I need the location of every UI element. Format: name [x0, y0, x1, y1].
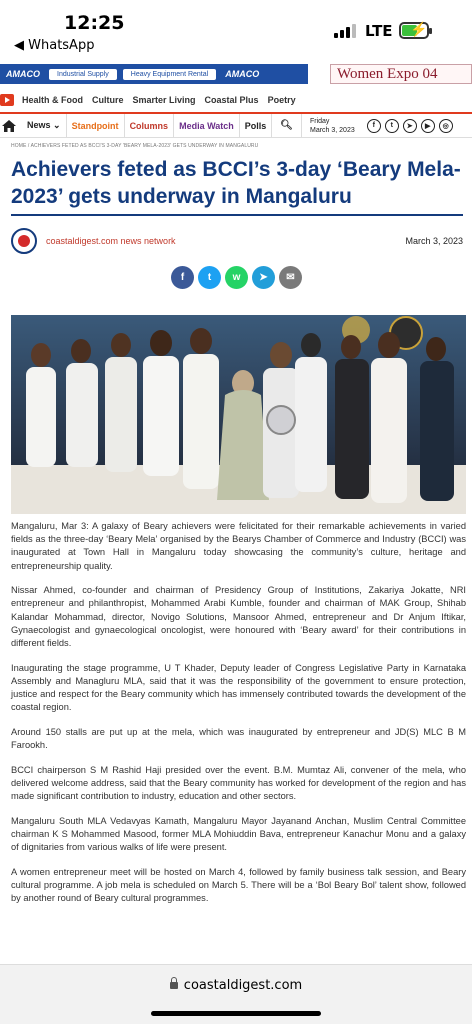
url-text: coastaldigest.com	[183, 978, 303, 993]
back-to-whatsapp-link[interactable]: ◀ WhatsApp	[14, 38, 95, 53]
header-date	[302, 117, 355, 135]
nav-columns[interactable]: Columns	[125, 114, 175, 138]
title-divider	[11, 214, 463, 216]
article-meta	[11, 227, 463, 255]
article-paragraph: Mangaluru South MLA Vedavyas Kamath, Mangaluru Mayor Jayanand Anchan, Muslim Central Committee chairman K S Mohammed Masood, former MLA Mohiuddin Bava, entrepreneur Kanachur Monu and a galaxy of dignitaries from various walks of life were present.	[11, 815, 466, 853]
nav-poetry[interactable]: Poetry	[267, 95, 296, 105]
telegram-icon[interactable]: ➤	[403, 119, 417, 133]
nav-smarter-living[interactable]: Smarter Living	[132, 95, 196, 105]
battery-icon	[399, 22, 429, 39]
women-expo-banner-ad[interactable]	[330, 64, 472, 84]
share-whatsapp-button[interactable]: w	[225, 266, 248, 289]
nav-standpoint[interactable]: Standpoint	[67, 114, 125, 138]
article-paragraph: Mangaluru, Mar 3: A galaxy of Beary achievers were felicitated for their remarkable achievements in varied fields as the three-day ‘Beary Mela’ organised by the Bearys Chamber of Commerce and Industry (BCCI) was inaugurated at Town Hall in Mangaluru today showcasing the community’s culture, heritage and entrepreneurship quality.	[11, 521, 466, 571]
home-indicator[interactable]	[151, 1011, 321, 1016]
home-icon[interactable]	[2, 120, 16, 132]
charging-bolt-icon: ⚡	[410, 21, 428, 37]
article-body	[11, 520, 466, 917]
youtube-icon[interactable]	[0, 94, 14, 106]
status-bar	[0, 0, 472, 62]
clock: 12:25	[64, 12, 125, 34]
search-icon[interactable]: 🔍︎	[272, 114, 302, 138]
article-paragraph: Nissar Ahmed, co-founder and chairman of Presidency Group of Institutions, Zakariya Jokatte, NRI entrepreneur and philanthropist, Mohammed Arabi Kumble, founder and chairman of MAK Group, Shihab Kalandar Mohammad, director, Novigo Solutions, Mansoor Ahmed, entrepreneur and Dr Anjum Iftikar, Gynaecologist and gynaecological oncologist, were honoured with ‘Beary award’ for their contributions in different fields.	[11, 585, 466, 649]
lock-icon	[170, 982, 178, 989]
youtube-social-icon[interactable]: ▶	[421, 119, 435, 133]
facebook-icon[interactable]: f	[367, 119, 381, 133]
article-paragraph: BCCI chairperson S M Rashid Haji presided over the event. B.M. Mumtaz Ali, convener of the mela, who delivered welcome address, said that the Beary community has worked for development of the region and has made significant contribution to industry, education and other sectors.	[11, 764, 466, 802]
article-photo	[11, 315, 466, 514]
author-avatar[interactable]	[11, 228, 37, 254]
ad-pill-equipment: Heavy Equipment Rental	[123, 69, 216, 80]
social-links	[367, 119, 457, 133]
article-title: Achievers feted as BCCI’s 3-day ‘Beary Mela-2023’ gets underway in Mangaluru	[11, 158, 461, 208]
instagram-icon[interactable]: ◎	[439, 119, 453, 133]
top-navigation	[0, 91, 472, 109]
nav-media-watch[interactable]: Media Watch	[174, 114, 240, 138]
ad-pill-industrial: Industrial Supply	[49, 69, 117, 80]
article-photo-illustration	[11, 315, 466, 514]
network-type: LTE	[365, 22, 393, 40]
article-paragraph: Around 150 stalls are put up at the mela, which was inaugurated by entrepreneur and JD(S) MLC B M Farookh.	[11, 726, 466, 751]
nav-culture[interactable]: Culture	[92, 95, 124, 105]
author-link[interactable]: coastaldigest.com news network	[46, 236, 176, 246]
breadcrumb[interactable]: HOME / ACHIEVERS FETED AS BCCI'S 3-DAY 'BEARY MELA-2023' GETS UNDERWAY IN MANGALURU	[11, 143, 259, 149]
amaco-logo-secondary: AMACO	[225, 69, 260, 79]
nav-health-food[interactable]: Health & Food	[22, 95, 83, 105]
signal-icon	[334, 24, 356, 38]
amaco-banner-ad[interactable]	[0, 64, 308, 84]
header-date-full: March 3, 2023	[309, 126, 355, 134]
browser-address-bar	[0, 964, 472, 1024]
article-paragraph: Inaugurating the stage programme, U T Khader, Deputy leader of Congress Legislative Party in Karnataka Assembly and Managluru MLA, said that it was the responsibility of the government to ensure protection, justice and respect for the Beary community which has immensely contributed towards the development of the coastal region.	[11, 662, 466, 713]
share-twitter-button[interactable]: t	[198, 266, 221, 289]
nav-coastal-plus[interactable]: Coastal Plus	[204, 95, 259, 105]
women-expo-text: Women Expo 04	[337, 65, 438, 82]
share-telegram-button[interactable]: ➤	[252, 266, 275, 289]
article-paragraph: A women entrepreneur meet will be hosted on March 4, followed by family business talk session, and Beary cultural programme. A job mela is scheduled on March 5. There will be a ‘Bol Beary Bol’ talent show, followed by another round of Beary cultural programmes.	[11, 866, 466, 904]
ad-strip[interactable]	[0, 64, 472, 84]
amaco-logo: AMACO	[6, 69, 40, 79]
share-buttons	[171, 266, 306, 289]
post-date: March 3, 2023	[405, 236, 463, 246]
share-facebook-button[interactable]: f	[171, 266, 194, 289]
main-navigation	[0, 112, 472, 138]
header-date-day: Friday	[309, 117, 330, 125]
twitter-icon[interactable]: t	[385, 119, 399, 133]
nav-polls[interactable]: Polls	[240, 114, 273, 138]
share-email-button[interactable]: ✉	[279, 266, 302, 289]
url-field[interactable]	[0, 978, 472, 993]
nav-news-dropdown[interactable]: News ⌄	[22, 114, 67, 138]
